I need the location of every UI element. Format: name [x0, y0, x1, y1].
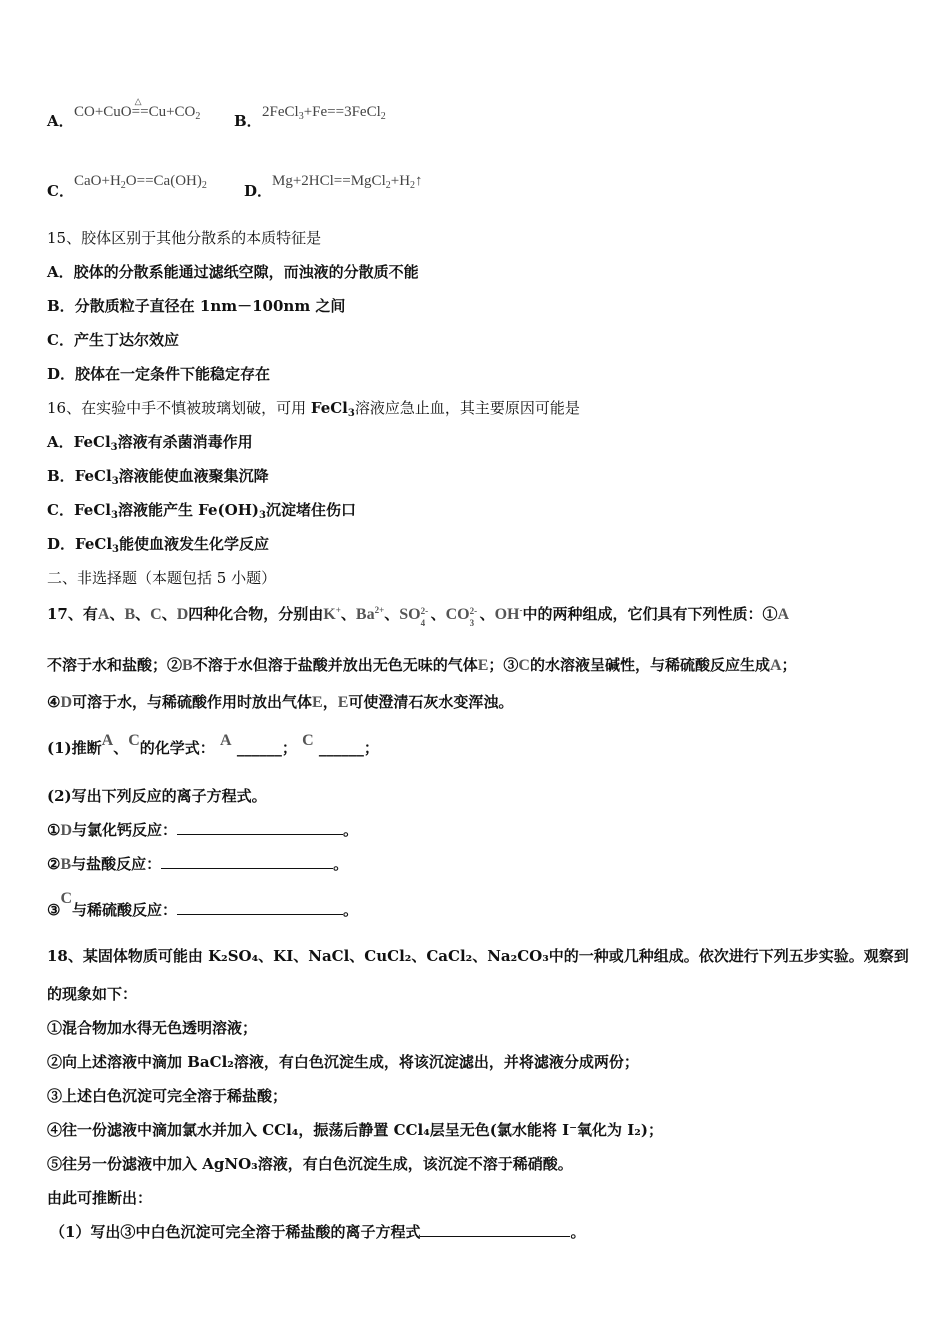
option-a-formula: [74, 96, 201, 122]
q18-line2: 的现象如下：: [47, 985, 138, 1003]
ion-charge: 2-: [469, 606, 478, 616]
formula: I₂: [627, 1121, 641, 1139]
answer-blank[interactable]: [177, 820, 343, 835]
text: 不溶于水但溶于盐酸并放出无色无味的气体: [192, 656, 478, 674]
subscript: 3: [258, 510, 266, 521]
q15-option-c: C．产生丁达尔效应: [47, 331, 179, 349]
text: 与稀硫酸反应：: [72, 901, 178, 919]
ion-symbol: K: [323, 606, 336, 623]
heat-symbol: △: [134, 96, 142, 106]
text: ④往一份滤液中滴加氯水并加入: [47, 1121, 263, 1139]
text: 溶液能使血液聚集沉降: [118, 467, 269, 485]
option-c-label: C．: [47, 182, 74, 200]
compound-c: C: [150, 606, 162, 623]
text: ，振荡后静置: [298, 1121, 394, 1139]
text: ②: [47, 855, 61, 873]
formula-text: CaO+H: [74, 173, 121, 189]
q18-step4: [47, 1120, 663, 1140]
compound-a: A: [101, 732, 114, 749]
formula-text: ==: [131, 104, 149, 120]
sep: 、: [384, 605, 400, 623]
ion-symbol: SO: [399, 606, 421, 623]
q17-reaction-2: [47, 854, 348, 875]
option-b-label: B．: [234, 112, 262, 130]
compound-b: B: [60, 856, 72, 873]
subscript: 3: [111, 476, 119, 487]
text: ③: [47, 901, 61, 919]
compound-d: D: [60, 822, 73, 839]
q17-reaction-3: [47, 890, 359, 921]
formula: CCl₄: [393, 1121, 430, 1139]
formula-subscript: 2: [410, 180, 416, 191]
formula-subscript: 2: [120, 180, 126, 191]
text: 17、有: [47, 605, 98, 623]
text: ；③: [488, 656, 519, 674]
compound-b: B: [124, 606, 136, 623]
ion-charge: 2+: [374, 605, 385, 615]
q17-line3: [47, 692, 513, 713]
q18-step5: [47, 1154, 573, 1174]
text: 中的两种组成，它们具有下列性质：①: [522, 605, 778, 623]
formula: FeCl: [73, 501, 111, 519]
formula: AgNO₃: [202, 1155, 258, 1173]
q15-option-a: A．胶体的分散系能通过滤纸空隙，而浊液的分散质不能: [47, 263, 419, 281]
text: 能使血液发生化学反应: [119, 535, 270, 553]
text: ④: [47, 693, 61, 711]
q18-line1: [47, 946, 909, 966]
q18-part1: [50, 1222, 585, 1242]
text: 的化学式：: [139, 739, 215, 757]
ion-ba: [356, 606, 384, 623]
q18-infer: 由此可推断出：: [47, 1189, 153, 1207]
text: ①: [47, 821, 61, 839]
text: 不溶于水和盐酸；②: [47, 656, 183, 674]
text: 。: [333, 855, 349, 873]
text: 。: [343, 821, 359, 839]
ion-symbol: OH: [494, 606, 520, 623]
compound-a: A: [777, 606, 790, 623]
ion-charge: -: [519, 605, 523, 615]
subscript: 3: [110, 510, 118, 521]
ion-oh: [495, 606, 523, 623]
q16-option-a: [47, 432, 253, 452]
q15-option-b: B．分散质粒子直径在 1nm－100nm 之间: [47, 297, 346, 315]
text: 与盐酸反应：: [71, 855, 162, 873]
text: 16、在实验中手不慎被玻璃划破，可用: [47, 399, 311, 417]
text: ②向上述溶液中滴加: [47, 1053, 188, 1071]
text: 沉淀堵住伤口: [265, 501, 356, 519]
q17-part2: (2)写出下列反应的离子方程式。: [47, 787, 267, 805]
text: 溶液，有白色沉淀生成，该沉淀不溶于稀硝酸。: [257, 1155, 573, 1173]
sep: 、: [109, 605, 125, 623]
compound-a: A: [97, 606, 110, 623]
q18-step3: ③上述白色沉淀可完全溶于稀盐酸；: [47, 1087, 288, 1105]
formula-subscript: 2: [385, 180, 391, 191]
compound-c: C: [60, 890, 73, 907]
q17-line2: [47, 655, 797, 676]
sep: 、: [161, 605, 177, 623]
q16-option-d: [47, 534, 269, 554]
formula: FeCl: [75, 535, 113, 553]
text: 。: [570, 1223, 586, 1241]
option-c-formula: [74, 173, 207, 190]
q16-option-b: [47, 466, 269, 486]
formula: CCl₄: [262, 1121, 299, 1139]
text: D．: [47, 535, 76, 553]
text: A．: [47, 433, 74, 451]
subscript: 3: [112, 544, 119, 555]
gas-arrow-icon: ↑: [415, 173, 423, 189]
sep: 、: [135, 605, 151, 623]
q16-stem: [47, 398, 580, 418]
option-d-formula: [272, 173, 423, 190]
answer-blank[interactable]: [177, 900, 343, 915]
formula-text: +Fe==3FeCl: [303, 104, 381, 120]
formula-text: +H: [390, 173, 411, 189]
ion-k: [323, 606, 341, 623]
gas-e: E: [337, 694, 349, 711]
formula-subscript: 2: [195, 111, 201, 122]
q17-line1: [47, 604, 790, 628]
section-heading: 二、非选择题（本题包括 5 小题）: [47, 569, 277, 587]
formula-text: 2FeCl: [262, 104, 299, 120]
text: 溶液有杀菌消毒作用: [117, 433, 253, 451]
compound-a: A: [220, 732, 232, 749]
ion-subscript: 3: [469, 618, 475, 628]
text: B．: [47, 467, 75, 485]
text: 中的一种或几种组成。依次进行下列五步实验。观察到: [548, 947, 909, 965]
text: 的水溶液呈碱性，与稀硫酸反应生成: [529, 656, 770, 674]
compound-c: C: [302, 732, 314, 749]
compound-d: D: [60, 694, 73, 711]
subscript: 3: [347, 408, 355, 419]
text: 层呈无色(氯水能将: [429, 1121, 563, 1139]
compound-b: B: [182, 657, 193, 674]
formula-subscript: 3: [298, 111, 304, 122]
ion-symbol: CO: [445, 606, 470, 623]
q18-step2: [47, 1052, 639, 1072]
formula-list: K₂SO₄、KI、NaCl、CuCl₂、CaCl₂、Na₂CO₃: [208, 947, 549, 965]
text: 溶液应急止血，其主要原因可能是: [354, 399, 580, 417]
q17-reaction-1: [47, 820, 358, 841]
q15-stem: 15、胶体区别于其他分散系的本质特征是: [47, 229, 322, 247]
option-a-label: A．: [47, 112, 74, 130]
text: 可溶于水，与稀硫酸作用时放出气体: [72, 693, 313, 711]
sep: 、: [340, 605, 356, 623]
formula-text: Cu+CO: [148, 104, 196, 120]
answer-blank[interactable]: [420, 1222, 570, 1237]
text: 溶液能产生: [117, 501, 199, 519]
compound-c: C: [128, 732, 140, 749]
ion-co3: [445, 606, 480, 628]
formula: FeCl: [74, 467, 112, 485]
sep: 、: [479, 605, 495, 623]
ion-so4: [399, 606, 430, 628]
formula: FeCl: [310, 399, 348, 417]
formula: Fe(OH): [198, 501, 259, 519]
text: 溶液，有白色沉淀生成，将该沉淀滤出，并将滤液分成两份；: [233, 1053, 639, 1071]
compound-c: C: [518, 657, 530, 674]
answer-blank[interactable]: [161, 854, 333, 869]
subscript: 3: [110, 442, 118, 453]
q18-step1: ①混合物加水得无色透明溶液；: [47, 1019, 258, 1037]
text: 四种化合物，分别由: [188, 605, 324, 623]
answer-blank-a[interactable]: ______；: [236, 739, 297, 757]
text: (1)推断: [47, 739, 102, 757]
formula-text: Mg+2HCl==MgCl: [272, 173, 386, 189]
q15-option-d: D．胶体在一定条件下能稳定存在: [47, 365, 271, 383]
ion-symbol: Ba: [355, 606, 375, 623]
option-b-formula: [262, 104, 386, 121]
text: )；: [640, 1121, 663, 1139]
text: ，: [322, 693, 338, 711]
q17-part1: [47, 732, 379, 759]
gas-e: E: [312, 694, 323, 711]
formula-subscript: 2: [380, 111, 386, 122]
gas-e: E: [477, 657, 489, 674]
text: 氧化为: [577, 1121, 628, 1139]
formula-text: O==Ca(OH): [125, 173, 202, 189]
text: 。: [343, 901, 359, 919]
ion-charge: 2-: [420, 606, 429, 616]
formula: BaCl₂: [187, 1053, 234, 1071]
text: 与氯化钙反应：: [72, 821, 178, 839]
text: ；: [781, 656, 797, 674]
text: ⑤往另一份滤液中加入: [47, 1155, 203, 1173]
formula-subscript: 2: [201, 180, 207, 191]
compound-d: D: [176, 606, 189, 623]
text: 18、某固体物质可能由: [47, 947, 209, 965]
text: 可使澄清石灰水变浑浊。: [348, 693, 514, 711]
compound-a: A: [769, 657, 782, 674]
q16-option-c: [47, 500, 356, 520]
option-d-label: D．: [244, 182, 273, 200]
ion-charge: +: [335, 605, 341, 615]
text: （1）写出③中白色沉淀可完全溶于稀盐酸的离子方程式: [50, 1223, 421, 1241]
sep: 、: [430, 605, 446, 623]
text: C．: [47, 501, 74, 519]
formula-text: CO+CuO: [74, 104, 132, 120]
formula: FeCl: [73, 433, 111, 451]
formula: I⁻: [562, 1121, 578, 1139]
ion-subscript: 4: [420, 618, 426, 628]
sep: 、: [113, 739, 129, 757]
answer-blank-c[interactable]: ______；: [318, 739, 379, 757]
